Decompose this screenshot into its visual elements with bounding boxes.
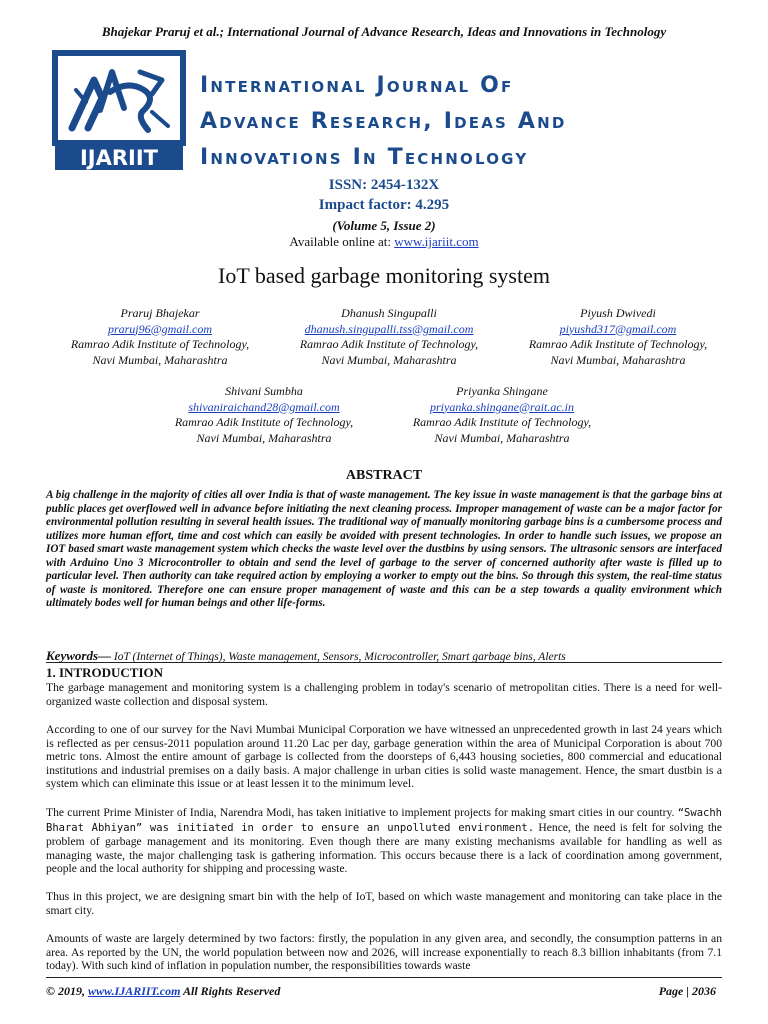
intro-paragraph: Amounts of waste are largely determined by two factors: firstly, the population in any given area, and secondly, the consumption patterns in an area. As reported by the UN, the world population between now and 2026, will increase exponentially to reach 8.3 billion inhabitants (from 7.1 today). With such kind of inflation in population number, the responsibilities towards waste (46, 932, 722, 973)
intro-paragraph: According to one of our survey for the Navi Mumbai Municipal Corporation we have witnessed an unprecedented growth in last 24 years which is reflected as per census-2011 population around 11.20 Lac per day, garbage generation within the area of Municipal Corporation is about 700 metric tons. Almost the entire amount of garbage is collected from the doorsteps of 6,443 housing societies, 800 commercial and educational institutions and industrial premises on a daily basis. A major challenge in urban cities is solid waste management. Hence, the smart dustbin is a system which can eliminate this issue or at least lessen it to the minimum level. (46, 723, 722, 791)
introduction-heading: 1. INTRODUCTION (46, 665, 164, 680)
keywords-label: Keywords— (46, 648, 111, 663)
intro-paragraph: Thus in this project, we are designing smart bin with the help of IoT, based on which waste management and monitoring can take place in the smart city. (46, 890, 722, 917)
author-affiliation: Ramrao Adik Institute of Technology, (70, 337, 250, 351)
abstract-text: A big challenge in the majority of cities all over India is that of waste management. The key issue in waste management is that the garbage bins at public places get overflowed well in advance before initiating the next cleaning process. Improper management of waste can be a major factor for environmental pollution resulting in several health issues. The traditional way of manually monitoring garbage bins is a cumbersome process and utilizes more human effort, time and cost which can easily be avoided with present technologies. In order to handle such issues, we propose an IOT based smart waste management system which checks the waste level over the dustbins by using sensors. The ultrasonic sensors are interfaced with Arduino Uno 3 Microcontroller to obtain and send the level of garbage to the server of concerned authority after waste is filled up to particular level. Then authority can take required action by employing a worker to empty out the bins. So through this system, the real-time status of waste is monitored. Therefore one can ensure proper management of waste and this can be a step towards a quality environment which ultimately bodes well for human beings and other life-forms. (46, 489, 722, 610)
availability-line (0, 234, 768, 250)
author-affiliation: Ramrao Adik Institute of Technology, (412, 415, 592, 429)
journal-title-line: Advance Research, Ideas And (200, 109, 567, 134)
footer-copyright (46, 984, 280, 999)
author-affiliation: Ramrao Adik Institute of Technology, (174, 415, 354, 429)
issn: ISSN: 2454-132X (328, 177, 440, 193)
ijariit-logo (52, 50, 186, 172)
author-name: Piyush Dwivedi (580, 306, 656, 320)
keywords-text: IoT (Internet of Things), Waste management, Sensors, Microcontroller, Smart garbage bins, Alerts (111, 651, 566, 663)
footer-site-link[interactable]: www.IJARIIT.com (87, 984, 181, 998)
logo-text: IJARIIT (79, 146, 159, 170)
author-block (269, 306, 509, 368)
intro-text: Hence, the need is felt for solving the problem of garbage management and its monitoring. Even though there are many existing mechanisms available for handling as well as managing waste, the major challenging task is gathering information. This occurs because there is a lack of coordination among government, people and the local authority for shipping and processing waste. (46, 820, 722, 876)
author-location: Navi Mumbai, Maharashtra (434, 430, 570, 445)
journal-title-line: Innovations In Technology (200, 145, 529, 170)
author-location: Navi Mumbai, Maharashtra (92, 352, 228, 367)
author-affiliation: Ramrao Adik Institute of Technology, (528, 337, 708, 351)
section-divider (46, 662, 722, 663)
author-name: Praruj Bhajekar (120, 306, 200, 320)
author-block (144, 384, 384, 446)
intro-text: The current Prime Minister of India, Narendra Modi, has taken initiative to implement projects for making smart cities in our country. (46, 806, 678, 819)
author-location: Navi Mumbai, Maharashtra (321, 352, 457, 367)
author-block (40, 306, 280, 368)
journal-title-line: International Journal Of (200, 73, 514, 98)
author-location: Navi Mumbai, Maharashtra (196, 430, 332, 445)
page-number: Page | 2036 (658, 984, 716, 998)
rights-text: All Rights Reserved (180, 984, 281, 998)
journal-title (200, 68, 760, 176)
footer-divider (46, 977, 722, 978)
available-label: Available online at: (289, 234, 391, 249)
running-header: Bhajekar Praruj et al.; International Journal of Advance Research, Ideas and Innovations in Technology (101, 24, 667, 39)
author-email[interactable]: piyushd317@gmail.com (559, 321, 677, 336)
intro-paragraph: The garbage management and monitoring system is a challenging problem in today's scenario of metropolitan cities. There is a need for well-organized waste collection and disposal system. (46, 681, 722, 708)
abstract-heading: ABSTRACT (345, 468, 423, 483)
author-email[interactable]: dhanush.singupalli.tss@gmail.com (304, 321, 474, 336)
intro-quote: “Swachh Bharat Abhiyan” was initiated in order to ensure an unpolluted environment. (46, 807, 722, 834)
intro-paragraph (46, 806, 722, 876)
author-name: Dhanush Singupalli (341, 306, 437, 320)
author-location: Navi Mumbai, Maharashtra (550, 352, 686, 367)
impact-factor: Impact factor: 4.295 (318, 197, 450, 213)
journal-website-link[interactable]: www.ijariit.com (394, 234, 479, 249)
copyright-text: © 2019, (46, 984, 88, 998)
author-name: Shivani Sumbha (225, 384, 303, 398)
author-block (498, 306, 738, 368)
author-affiliation: Ramrao Adik Institute of Technology, (299, 337, 479, 351)
volume-issue: (Volume 5, Issue 2) (332, 218, 436, 233)
paper-title: IoT based garbage monitoring system (218, 263, 550, 288)
author-email[interactable]: praruj96@gmail.com (107, 321, 213, 336)
author-email[interactable]: shivaniraichand28@gmail.com (188, 399, 340, 414)
author-name: Priyanka Shingane (456, 384, 548, 398)
author-block (382, 384, 622, 446)
author-email[interactable]: priyanka.shingane@rait.ac.in (429, 399, 575, 414)
